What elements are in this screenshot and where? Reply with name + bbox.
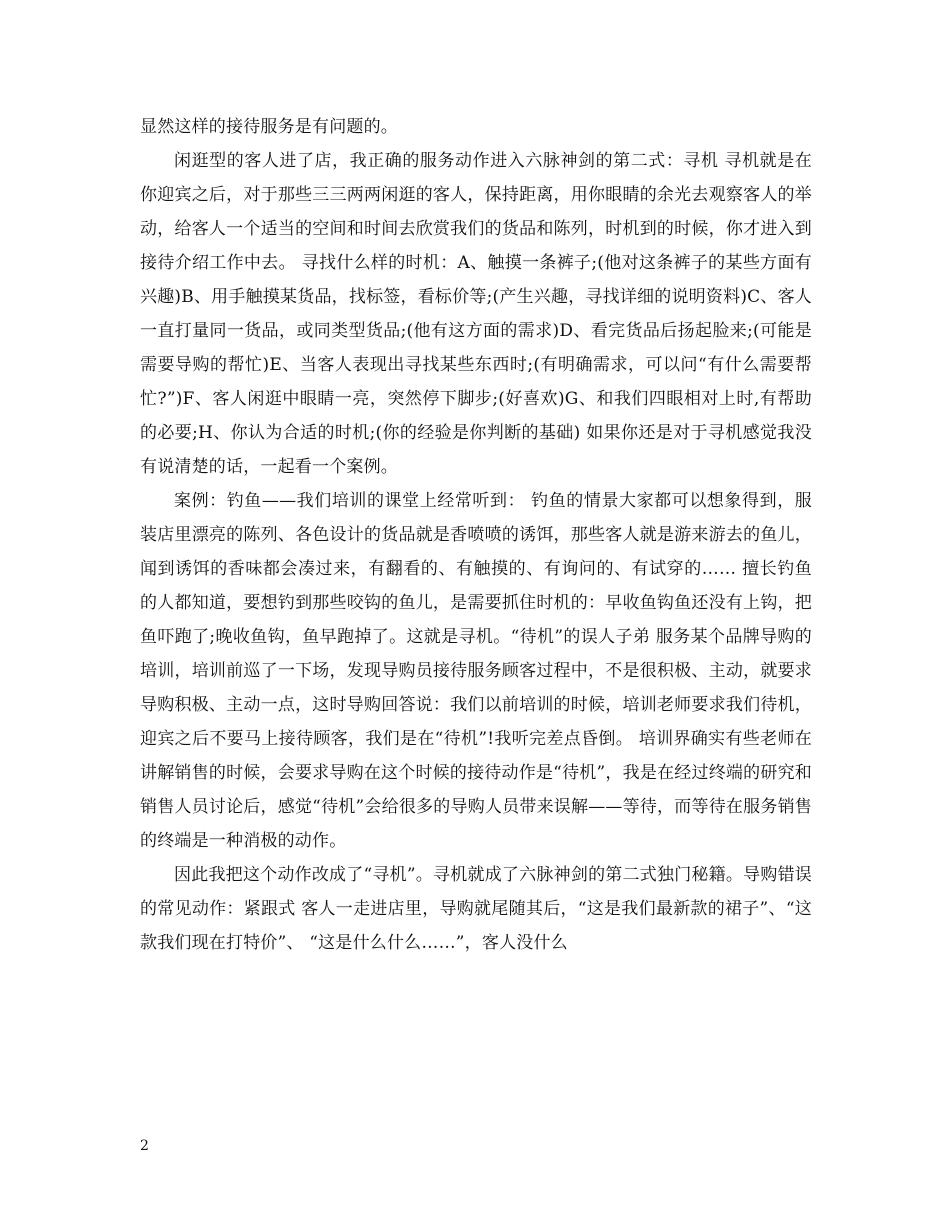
paragraph-1: 显然这样的接待服务是有问题的。 [140,117,398,137]
page-number: 2 [140,1138,149,1154]
paragraph-3: 案例：钓鱼——我们培训的课堂上经常听到： 钓鱼的情景大家都可以想象得到，服装店里漂亮的陈列、各色设计的货品就是香喷喷的诱饵，那些客人就是游来游去的鱼儿，闻到诱饵的香味都会凑过来，有翻看的、有触摸的、有询问的、有试穿的…… 擅长钓鱼的人都知道，要想钓到那些咬钩的鱼儿，是需要抓住时机的：早收鱼钩鱼还没有上钩，把鱼吓跑了;晚收鱼钩，鱼早跑掉了。这就是寻机。“待机”的误人子弟 服务某个品牌导购的培训，培训前巡了一下场，发现导购员接待服务顾客过程中，不是很积极、主动，就要求导购积极、主动一点，这时导购回答说：我们以前培训的时候，培训老师要求我们待机，迎宾之后不要马上接待顾客，我们是在“待机”!我听完差点昏倒。 培训界确实有些老师在讲解销售的时候，会要求导购在这个时候的接待动作是“待机”，我是在经过终端的研究和销售人员讨论后，感觉“待机”会给很多的导购人员带来误解——等待，而等待在服务销售的终端是一种消极的动作。 [140,491,812,851]
paragraph-2: 闲逛型的客人进了店，我正确的服务动作进入六脉神剑的第二式：寻机 寻机就是在你迎宾之后，对于那些三三两两闲逛的客人，保持距离，用你眼睛的余光去观察客人的举动，给客人一个适当的空间和时间去欣赏我们的货品和陈列，时机到的时候，你才进入到接待介绍工作中去。 寻找什么样的时机：A、触摸一条裤子;(他对这条裤子的某些方面有兴趣)B、用手触摸某货品，找标签，看标价等;(产生兴趣，寻找详细的说明资料)C、客人一直打量同一货品，或同类型货品;(他有这方面的需求)D、看完货品后扬起脸来;(可能是需要导购的帮忙)E、当客人表现出寻找某些东西时;(有明确需求，可以问“有什么需要帮忙?”)F、客人闲逛中眼睛一亮，突然停下脚步;(好喜欢)G、和我们四眼相对上时,有帮助的必要;H、你认为合适的时机;(你的经验是你判断的基础) 如果你还是对于寻机感觉我没有说清楚的话，一起看一个案例。 [140,151,812,477]
page-body [140,110,812,960]
paragraph-4: 因此我把这个动作改成了“寻机”。寻机就成了六脉神剑的第二式独门秘籍。导购错误的常见动作：紧跟式 客人一走进店里，导购就尾随其后，“这是我们最新款的裙子”、“这款我们现在打特价”、 “这是什么什么……”，客人没什么 [140,865,812,953]
